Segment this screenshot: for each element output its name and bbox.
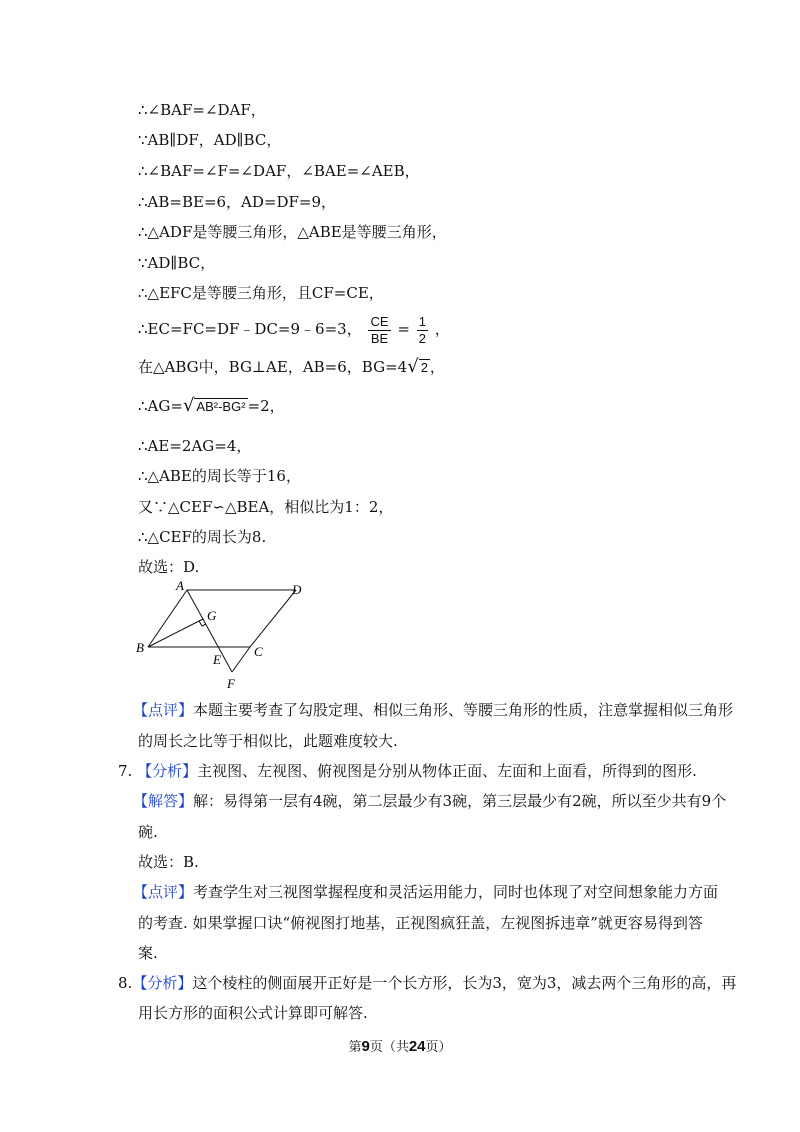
question-number: 7. <box>118 762 133 780</box>
solution-line: ∴AB=BE=6，AD=DF=9， <box>138 193 337 211</box>
radical-sign: √ <box>182 395 195 416</box>
comment-text: 考查学生对三视图掌握程度和灵活运用能力，同时也体现了对空间想象能力方面 <box>193 883 719 901</box>
line-suffix: ， <box>429 358 445 376</box>
line-prefix: ∴AG= <box>138 397 183 415</box>
line-prefix: 在△ABG中，BG⊥AE，AB=6，BG=4 <box>138 358 408 376</box>
comment-line: 案. <box>138 944 158 962</box>
radical-sign: √ <box>407 356 419 377</box>
solution-line: ∴△ABE的周长等于16， <box>138 467 301 485</box>
analysis-text: 主视图、左视图、俯视图是分别从物体正面、左面和上面看，所得到的图形. <box>197 762 697 780</box>
label-b: B <box>136 640 144 655</box>
comment-line: 的考查. 如果掌握口诀“俯视图打地基，正视图疯狂盖，左视图拆违章”就更容易得到答 <box>138 914 703 932</box>
geometry-figure <box>130 578 320 693</box>
equals-sign: = <box>397 320 410 338</box>
label-a: A <box>176 578 184 593</box>
answer-choice: 故选：D. <box>138 558 200 576</box>
label-d: D <box>292 582 302 597</box>
segment-ab <box>148 590 187 647</box>
answer-text: 解：易得第一层有4碗，第二层最少有3碗，第三层最少有2碗，所以至少共有9个 <box>193 792 727 810</box>
question-7-analysis <box>118 761 697 781</box>
comment-line <box>133 700 733 720</box>
comment-tag: 【点评】 <box>133 883 194 901</box>
total-pages: 24 <box>408 1038 426 1055</box>
question-7-answer <box>133 791 726 811</box>
fraction-one-half <box>417 314 428 347</box>
solution-line: ∵AB∥DF，AD∥BC， <box>138 131 282 149</box>
radicand: AB²-BG² <box>196 399 246 414</box>
page-footer <box>0 1036 800 1055</box>
label-f: F <box>227 676 235 691</box>
solution-line: ∴△EFC是等腰三角形，且CF=CE， <box>138 284 384 302</box>
comment-tag: 【点评】 <box>133 701 194 719</box>
answer-choice: 故选：B. <box>138 853 199 871</box>
footer-suffix: 页） <box>425 1040 452 1055</box>
solution-line: ∴AE=2AG=4， <box>138 437 252 455</box>
label-c: C <box>254 644 263 659</box>
analysis-line: 用长方形的面积公式计算即可解答. <box>138 1004 368 1022</box>
segment-cf <box>232 647 250 672</box>
answer-line: 碗. <box>138 823 158 841</box>
fraction-denominator: 2 <box>418 330 426 346</box>
footer-mid: 页（共 <box>369 1040 409 1055</box>
segment-af <box>187 590 232 672</box>
question-7-comment <box>133 882 718 902</box>
solution-line: ∵AD∥BC， <box>138 254 216 272</box>
fraction-prefix: ∴EC=FC=DF﹣DC=9﹣6=3， <box>138 320 362 338</box>
solution-line: 又∵△CEF∽△BEA，相似比为1：2， <box>138 498 394 516</box>
fraction-numerator: 1 <box>418 313 426 329</box>
label-g: G <box>207 608 217 623</box>
solution-line: ∴∠BAF=∠F=∠DAF，∠BAE=∠AEB， <box>138 162 420 180</box>
solution-line-sqrt <box>138 396 285 416</box>
segment-dc <box>250 590 296 647</box>
question-number: 8. <box>118 974 133 992</box>
label-e: E <box>213 652 221 667</box>
solution-line-fraction <box>138 312 450 347</box>
footer-prefix: 第 <box>348 1040 362 1055</box>
page-number: 9 <box>361 1038 370 1055</box>
comment-line: 的周长之比等于相似比，此题难度较大. <box>138 732 398 750</box>
solution-line: ∴∠BAF=∠DAF， <box>138 101 266 119</box>
fraction-denominator: BE <box>370 330 389 346</box>
line-suffix: =2， <box>247 397 285 415</box>
fraction-numerator: CE <box>370 313 389 329</box>
question-8-analysis <box>118 973 736 993</box>
solution-line: ∴△CEF的周长为8. <box>138 528 267 546</box>
analysis-text: 这个棱柱的侧面展开正好是一个长方形，长为3，宽为3，减去两个三角形的高，再 <box>192 974 737 992</box>
comment-text: 本题主要考查了勾股定理、相似三角形、等腰三角形的性质，注意掌握相似三角形 <box>193 701 734 719</box>
fraction-ce-be <box>368 314 390 347</box>
fraction-suffix: ， <box>434 320 450 338</box>
radicand: 2 <box>420 360 428 375</box>
analysis-tag: 【分析】 <box>132 974 193 992</box>
answer-tag: 【解答】 <box>133 792 194 810</box>
solution-line: ∴△ADF是等腰三角形，△ABE是等腰三角形， <box>138 223 447 241</box>
solution-line-sqrt <box>138 357 445 377</box>
segment-bg <box>148 619 203 647</box>
analysis-tag: 【分析】 <box>137 762 198 780</box>
